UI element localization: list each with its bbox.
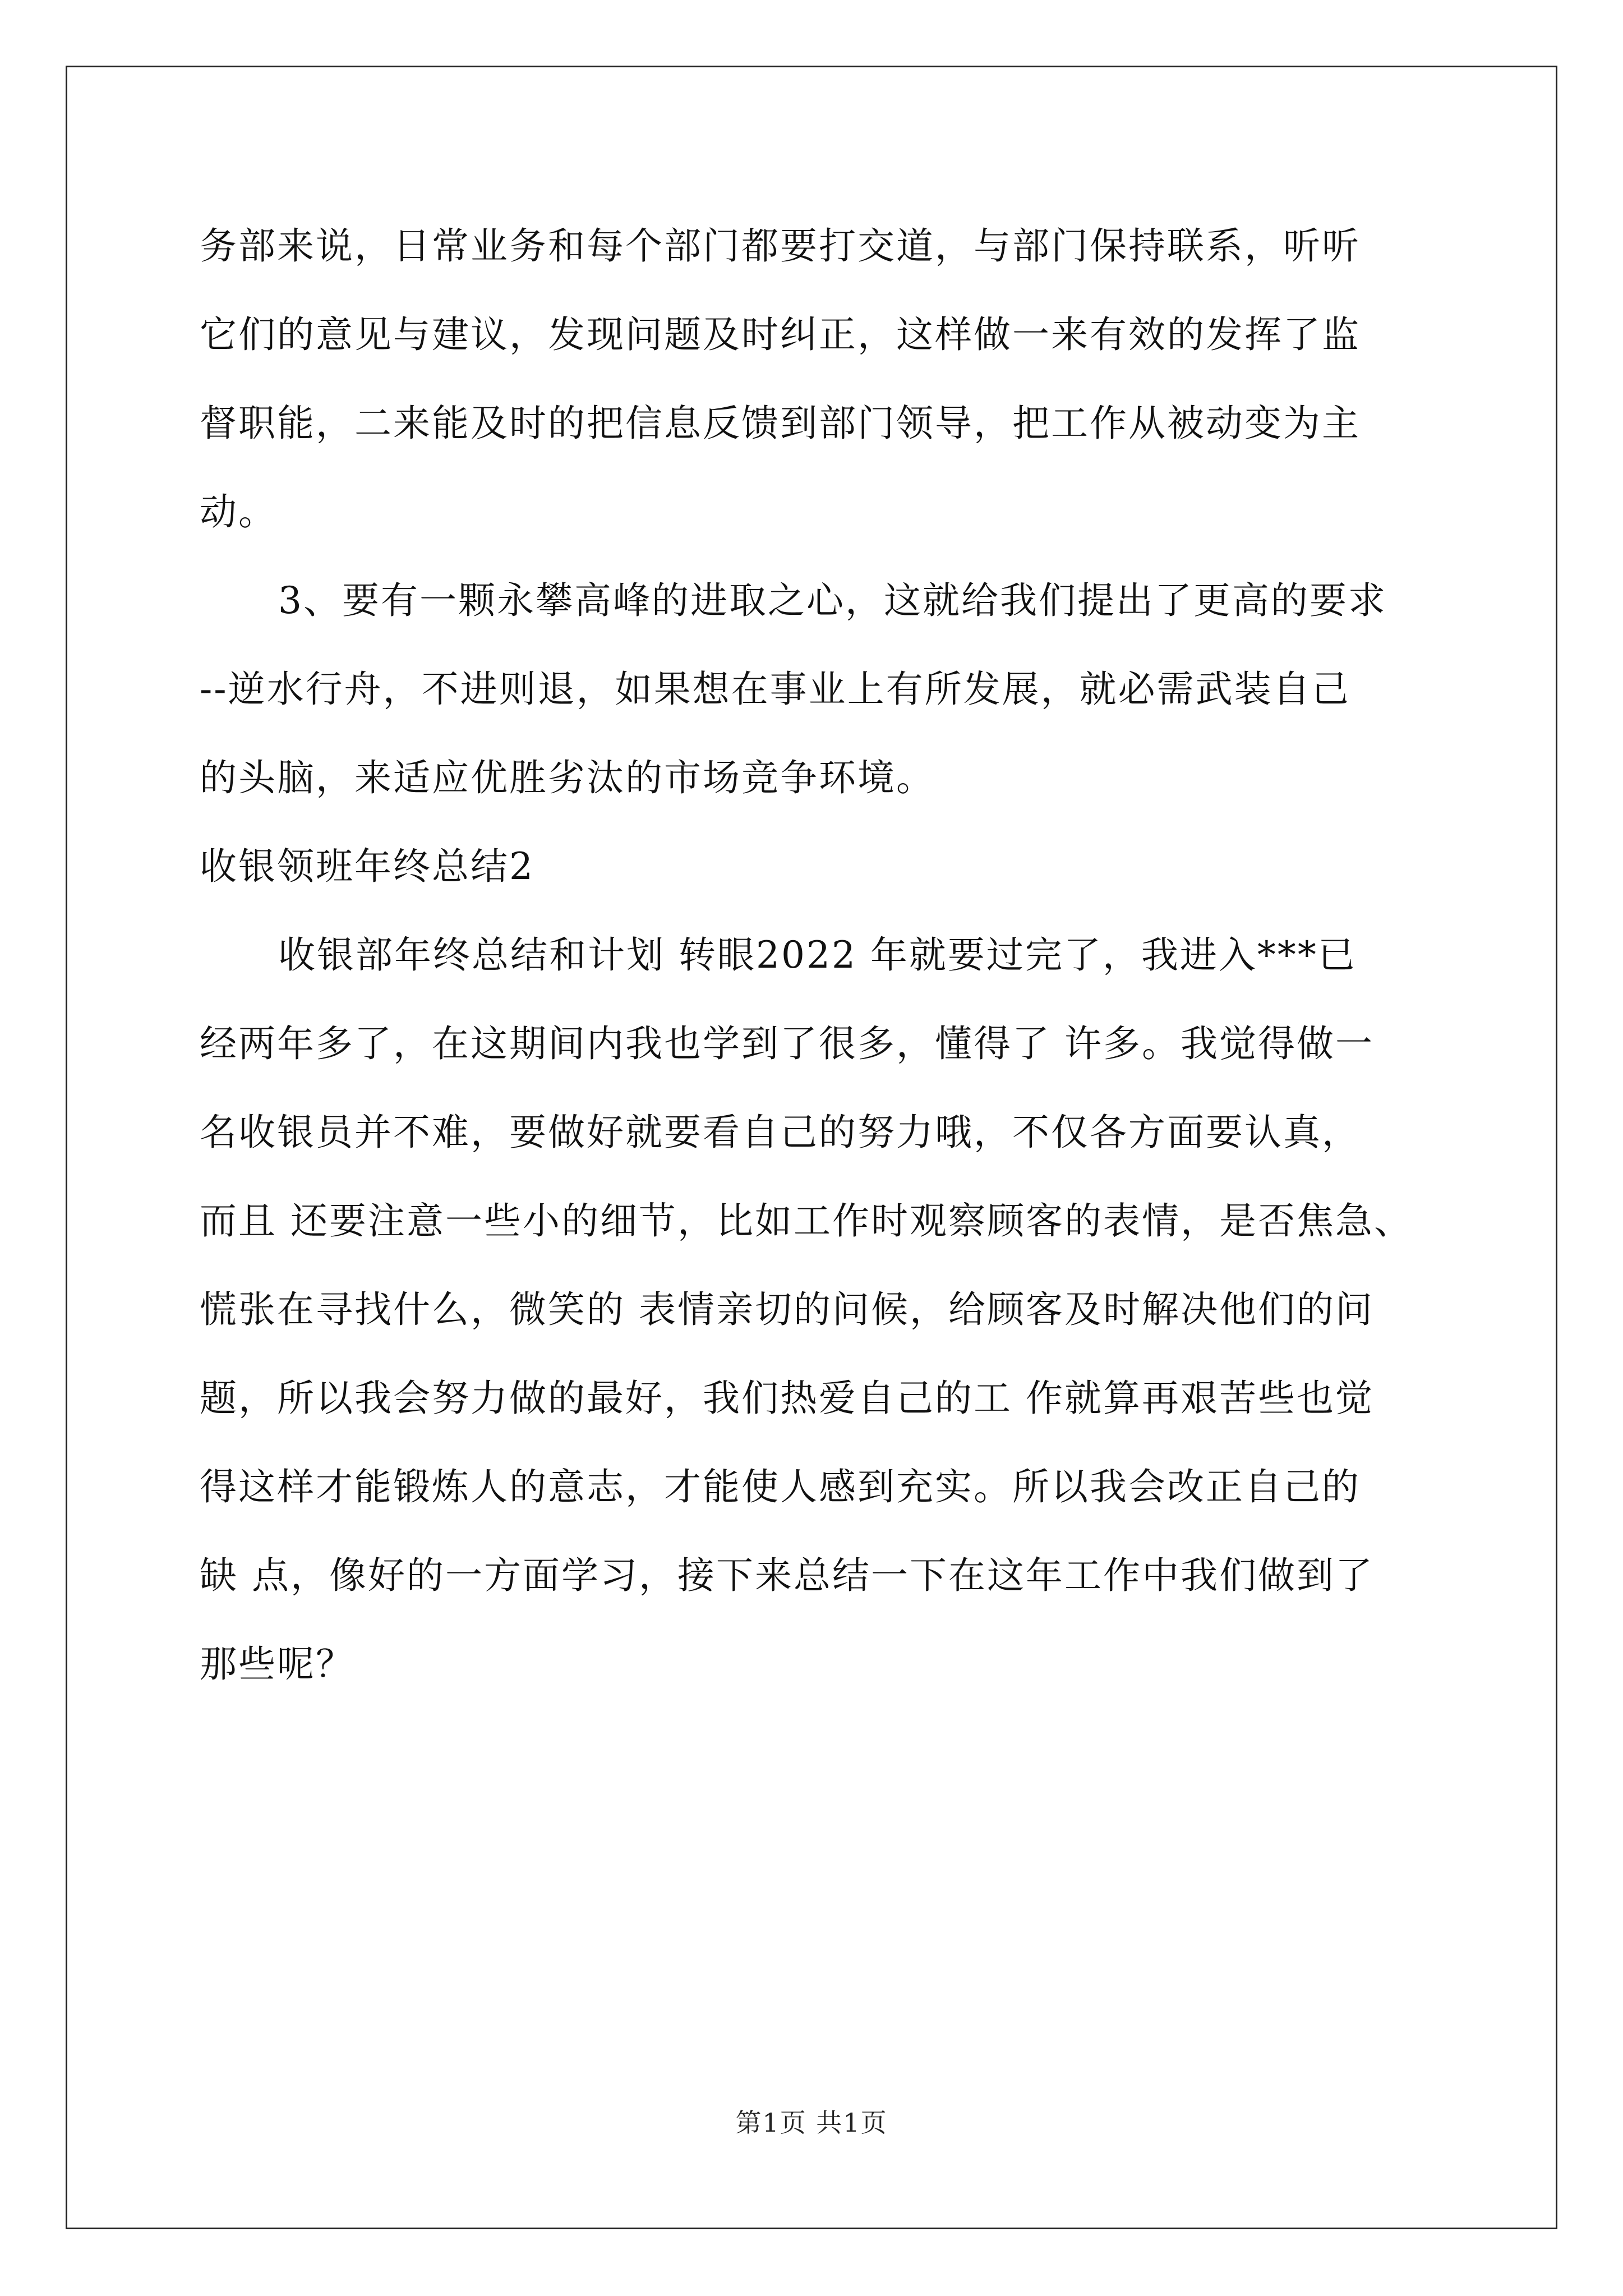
paragraph-line: 务部来说，日常业务和每个部门都要打交道，与部门保持联系，听听	[200, 224, 1361, 268]
paragraph-line: 那些呢？	[200, 1642, 354, 1686]
paragraph-line: 而且 还要注意一些小的细节，比如工作时观察顾客的表情，是否焦急、	[200, 1199, 1413, 1243]
paragraph-line: 3、要有一颗永攀高峰的进取之心，这就给我们提出了更高的要求	[278, 579, 1387, 622]
paragraph-line: 它们的意见与建议，发现问题及时纠正，这样做一来有效的发挥了监	[200, 313, 1361, 356]
paragraph-line: 得这样才能锻炼人的意志，才能使人感到充实。所以我会改正自己的	[200, 1465, 1361, 1508]
section-heading: 收银领班年终总结2	[200, 845, 534, 888]
paragraph-line: 名收银员并不难，要做好就要看自己的努力哦，不仅各方面要认真，	[200, 1111, 1361, 1154]
paragraph-line: 动。	[200, 490, 277, 533]
paragraph-line: 慌张在寻找什么，微笑的 表情亲切的问候，给顾客及时解决他们的问	[200, 1288, 1374, 1331]
paragraph-line: --逆水行舟，不进则退，如果想在事业上有所发展，就必需武装自己	[200, 668, 1350, 711]
paragraph-line: 收银部年终总结和计划 转眼2022 年就要过完了，我进入***已	[278, 933, 1357, 977]
document-body	[200, 202, 1433, 1709]
paragraph-line: 的头脑，来适应优胜劣汰的市场竞争环境。	[200, 756, 935, 799]
paragraph-line: 缺 点，像好的一方面学习，接下来总结一下在这年工作中我们做到了	[200, 1554, 1374, 1597]
paragraph-line: 题，所以我会努力做的最好，我们热爱自己的工 作就算再艰苦些也觉	[200, 1377, 1374, 1420]
paragraph-line: 经两年多了，在这期间内我也学到了很多，懂得了 许多。我觉得做一	[200, 1022, 1374, 1065]
page-number-footer: 第1页 共1页	[735, 2108, 888, 2138]
paragraph-line: 督职能，二来能及时的把信息反馈到部门领导，把工作从被动变为主	[200, 402, 1361, 445]
